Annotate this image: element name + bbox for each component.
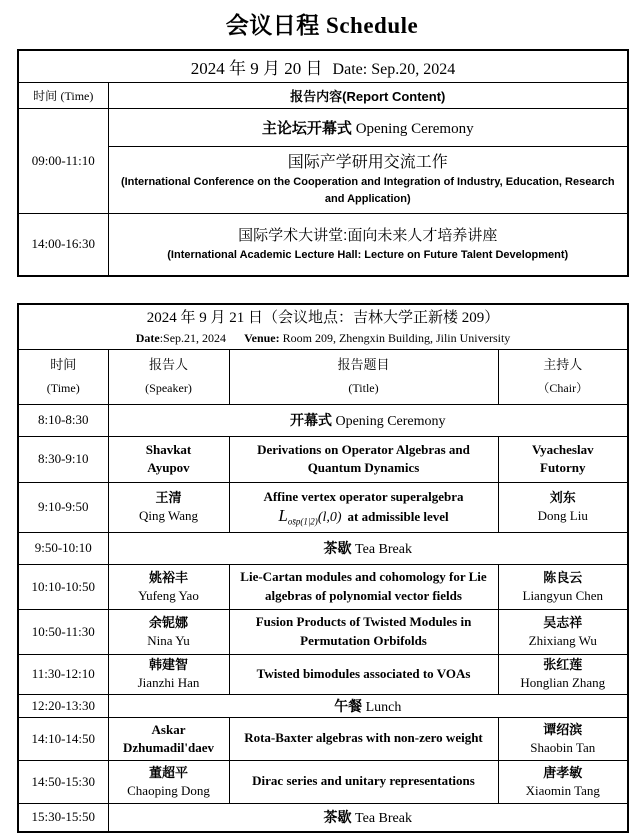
event-en: (International Academic Lecture Hall: Lecture on Future Talent Development) (167, 248, 569, 261)
day2-date-cell (18, 304, 628, 349)
day1-date-row (18, 50, 628, 82)
col-header-speaker (108, 349, 229, 404)
day1-date (191, 59, 455, 78)
speaker-en: Qing Wang (138, 508, 198, 523)
speaker-zh: 王清 (155, 490, 182, 506)
time-cell: 10:10-10:50 (18, 564, 108, 609)
col-chair-en: （Chair） (537, 381, 589, 396)
event-zh: 茶歇 (323, 809, 352, 826)
speaker-zh: 董超平 (148, 764, 188, 780)
speaker-line2: Dzhumadil'daev (122, 739, 214, 755)
col-header-chair (498, 349, 628, 404)
schedule-row-break (18, 803, 628, 832)
day1-col-content-zh: 报告内容 (290, 88, 343, 104)
speaker-line1: Askar (151, 721, 186, 737)
speaker-cell (108, 564, 229, 609)
date-label: Date (135, 330, 160, 345)
col-header-time (18, 349, 108, 404)
col-title-zh: 报告题目 (337, 356, 390, 372)
schedule-row-break (18, 532, 628, 564)
talk-title-cell: Rota-Baxter algebras with non-zero weight (229, 717, 498, 760)
event-zh: 午餐 (334, 697, 363, 714)
event-cell (108, 803, 628, 832)
event-en: Tea Break (355, 811, 412, 827)
day1-row-conference (18, 146, 628, 213)
event-zh: 国际产学研用交流工作 (287, 153, 448, 171)
time-cell: 8:30-9:10 (18, 436, 108, 482)
time-cell: 10:50-11:30 (18, 609, 108, 654)
col-header-title (229, 349, 498, 404)
event-zh: 主论坛开幕式 (261, 119, 352, 137)
chair-en: Liangyun Chen (522, 587, 604, 603)
col-time-en: (Time) (46, 381, 80, 396)
schedule-row-opening (18, 404, 628, 436)
time-cell: 8:10-8:30 (18, 404, 108, 436)
schedule-row-talk (18, 482, 628, 532)
time-cell: 9:50-10:10 (18, 532, 108, 564)
day1-col-content (108, 82, 628, 108)
event-cell (108, 694, 628, 717)
chair-en: Honglian Zhang (520, 675, 606, 690)
date-value: :Sep.21, 2024 (159, 330, 227, 345)
event-en: Opening Ceremony (335, 414, 446, 429)
event-en: Tea Break (355, 542, 412, 557)
schedule-row-talk (18, 609, 628, 654)
schedule-row-talk (18, 564, 628, 609)
chair-cell (498, 760, 628, 803)
day1-col-time (18, 82, 108, 108)
time-cell: 12:20-13:30 (18, 694, 108, 717)
chair-zh: 唐孝敏 (543, 764, 583, 780)
chair-en: Dong Liu (537, 508, 588, 523)
time-cell: 09:00-11:10 (18, 108, 108, 213)
day1-col-content-en: (Report Content) (342, 88, 446, 104)
venue-label: Venue: (244, 330, 280, 345)
speaker-cell (108, 717, 229, 760)
venue-value: Room 209, Zhengxin Building, Jilin University (279, 330, 511, 345)
chair-cell (498, 482, 628, 532)
event-cell (108, 404, 628, 436)
event-en: (International Conference on the Cooperation and Integration of Industry, Education, Research and Application) (120, 176, 615, 206)
chair-line2: Futorny (540, 460, 586, 475)
day1-date-en: Date: Sep.20, 2024 (332, 60, 456, 78)
event-zh: 国际学术大讲堂:面向未来人才培养讲座 (238, 226, 498, 244)
col-speaker-en: (Speaker) (145, 381, 192, 396)
speaker-zh: 韩建智 (148, 657, 188, 673)
speaker-zh: 余铌娜 (148, 614, 188, 630)
speaker-en: Chaoping Dong (127, 782, 210, 798)
page-title-en: Schedule (326, 13, 419, 38)
day2-date-row (18, 304, 628, 349)
day2-date-zh: 2024 年 9 月 21 日（会议地点：吉林大学正新楼 209） (146, 310, 500, 327)
time-cell: 9:10-9:50 (18, 482, 108, 532)
page-title-zh: 会议日程 (225, 12, 320, 38)
talk-title-cell (229, 482, 498, 532)
schedule-row-talk (18, 760, 628, 803)
chair-zh: 陈良云 (543, 569, 583, 585)
schedule-row-talk (18, 654, 628, 694)
speaker-cell (108, 654, 229, 694)
day1-row-lecture (18, 213, 628, 276)
day2-header-row (18, 349, 628, 404)
speaker-cell (108, 609, 229, 654)
day1-row-opening (18, 108, 628, 146)
event-zh: 茶歇 (323, 540, 352, 556)
time-cell: 14:00-16:30 (18, 213, 108, 276)
speaker-cell (108, 436, 229, 482)
event-zh: 开幕式 (289, 412, 332, 428)
talk-title-cell: Derivations on Operator Algebras and Quantum Dynamics (229, 436, 498, 482)
chair-line1: Vyacheslav (531, 442, 594, 458)
chair-zh: 吴志祥 (543, 614, 583, 630)
speaker-zh: 姚裕丰 (148, 569, 188, 585)
venue-group (244, 331, 510, 345)
chair-zh: 张红莲 (543, 657, 583, 673)
formula-args: (l,0) (317, 509, 342, 525)
col-time-zh: 时间 (50, 356, 77, 372)
page-title (17, 7, 627, 40)
day2-schedule-table (17, 303, 629, 833)
col-speaker-zh: 报告人 (148, 356, 188, 372)
talk-title-cell: Fusion Products of Twisted Modules in Permutation Orbifolds (229, 609, 498, 654)
formula-suffix: at admissible level (347, 508, 449, 524)
day1-col-time-zh: 时间 (33, 88, 58, 103)
chair-en: Zhixiang Wu (528, 632, 597, 648)
talk-title-cell: Lie-Cartan modules and cohomology for Lie algebras of polynomial vector fields (229, 564, 498, 609)
talk-title-cell: Dirac series and unitary representations (229, 760, 498, 803)
event-en: Opening Ceremony (355, 120, 474, 137)
chair-en: Shaobin Tan (530, 739, 596, 755)
event-cell (108, 532, 628, 564)
schedule-row-lunch (18, 694, 628, 717)
day1-col-time-en: (Time) (60, 88, 94, 103)
time-cell: 11:30-12:10 (18, 654, 108, 694)
speaker-en: Nina Yu (147, 632, 190, 648)
speaker-cell (108, 760, 229, 803)
time-cell: 15:30-15:50 (18, 803, 108, 832)
day1-date-zh: 2024 年 9 月 20 日 (190, 58, 323, 78)
chair-zh: 谭绍滨 (543, 721, 583, 737)
schedule-row-talk (18, 717, 628, 760)
talk-title-formula (233, 506, 495, 527)
time-cell: 14:50-15:30 (18, 760, 108, 803)
chair-cell (498, 609, 628, 654)
chair-cell (498, 717, 628, 760)
speaker-en: Yufeng Yao (138, 587, 199, 603)
chair-cell (498, 436, 628, 482)
formula-subscript: os̄p(1|2) (287, 516, 318, 527)
day1-schedule-table (17, 49, 629, 277)
chair-cell (498, 654, 628, 694)
speaker-line1: Shavkat (145, 442, 192, 458)
chair-cell (498, 564, 628, 609)
content-cell (108, 146, 628, 213)
speaker-en: Jianzhi Han (137, 675, 200, 690)
chair-en: Xiaomin Tang (525, 782, 600, 798)
chair-zh: 刘东 (549, 490, 576, 506)
col-title-en: (Title) (348, 381, 379, 396)
speaker-line2: Ayupov (147, 460, 190, 475)
schedule-row-talk (18, 436, 628, 482)
content-cell (108, 108, 628, 146)
formula-base: L (278, 505, 288, 525)
content-cell (108, 213, 628, 276)
day1-date-cell (18, 50, 628, 82)
event-en: Lunch (365, 699, 402, 715)
col-chair-zh: 主持人 (543, 356, 583, 372)
talk-title-line1: Affine vertex operator superalgebra (263, 488, 464, 504)
speaker-cell (108, 482, 229, 532)
day1-header-row (18, 82, 628, 108)
day2-date-venue (22, 330, 624, 347)
time-cell: 14:10-14:50 (18, 717, 108, 760)
talk-title-cell: Twisted bimodules associated to VOAs (229, 654, 498, 694)
